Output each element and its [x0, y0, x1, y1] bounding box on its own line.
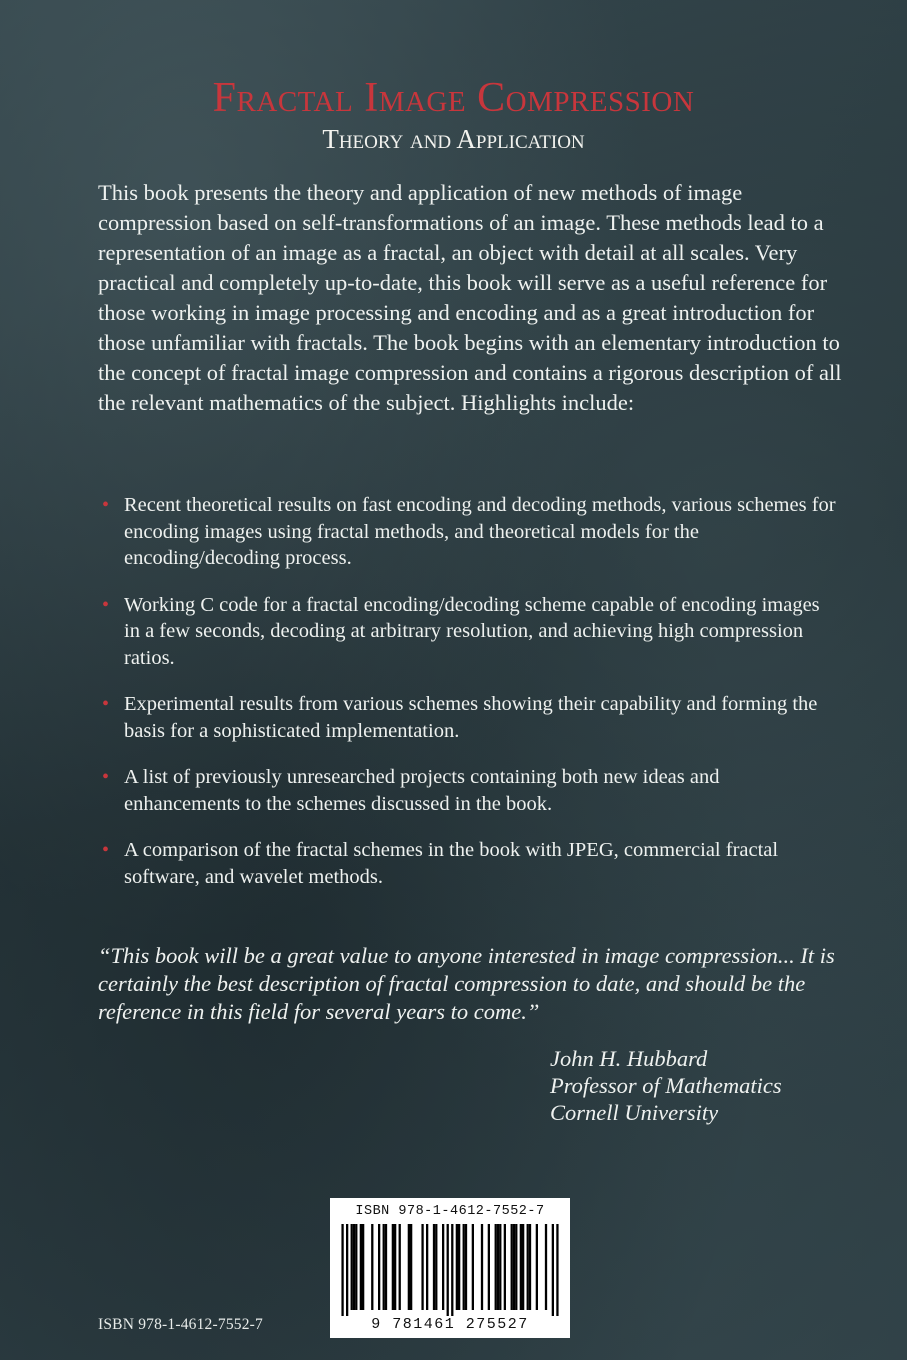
barcode-bar — [495, 1224, 497, 1310]
barcode-bar — [408, 1224, 410, 1310]
barcode-digits: 9 781461 275527 — [371, 1316, 529, 1333]
highlight-text: Experimental results from various schemes showing their capability and forming the basis for a sophisticated implementation. — [124, 693, 818, 742]
highlight-item — [100, 837, 840, 890]
attribution-role: Professor of Mathematics — [550, 1073, 782, 1098]
bullet-icon: • — [102, 839, 110, 861]
barcode-bar — [499, 1224, 501, 1310]
barcode-bar — [472, 1224, 474, 1310]
review-quote: “This book will be a great value to anyone interested in image compression... It is certainly the best description of fractal compression to date, and should be the reference in this field for several years to come.” — [98, 943, 835, 1024]
bullet-icon: • — [102, 593, 110, 616]
barcode-bar — [497, 1224, 499, 1310]
barcode-bar — [488, 1224, 490, 1310]
highlight-item — [100, 691, 840, 744]
barcode-bar — [360, 1224, 362, 1310]
bullet-icon: • — [102, 494, 110, 516]
barcode-bar — [515, 1224, 517, 1310]
barcode-bar — [346, 1224, 348, 1316]
highlight-text: Recent theoretical results on fast encoding and decoding methods, various schemes for encoding images using fractal methods, and theoretical models for the encoding/decoding process. — [124, 494, 836, 569]
barcode-bar — [351, 1224, 353, 1310]
barcode-bar — [481, 1224, 483, 1310]
barcode-bar — [465, 1224, 467, 1310]
barcode-bar — [545, 1224, 547, 1310]
book-subtitle: Theory and Application — [322, 124, 585, 154]
barcode-bar — [355, 1224, 357, 1310]
barcode-bar — [371, 1224, 373, 1310]
barcode-bar — [527, 1224, 529, 1310]
barcode-bar — [556, 1224, 558, 1316]
barcode-bar — [463, 1224, 465, 1310]
attribution-affiliation: Cornell University — [550, 1100, 719, 1125]
barcode-bar — [353, 1224, 355, 1310]
barcode-bar — [383, 1224, 385, 1310]
barcode-bar — [341, 1224, 343, 1316]
barcode-bar — [447, 1224, 449, 1316]
bullet-icon: • — [102, 766, 110, 788]
barcode-bar — [456, 1224, 458, 1310]
barcode-bar — [399, 1224, 401, 1310]
attribution-name: John H. Hubbard — [550, 1046, 708, 1071]
book-description: This book presents the theory and application of new methods of image compression based on self-transformations of an image. These methods lead to a representation of an image as a fractal, an object with detail at all scales. Very practical and completely up-to-date, this book will serve as a useful reference for those working in image processing and encoding and as a great introduction for those unfamiliar with fractals. The book begins with an elementary introduction to the concept of fractal image compression and contains a rigorous description of all the relevant mathematics of the subject. Highlights include: — [98, 180, 842, 415]
barcode-bar — [458, 1224, 460, 1310]
barcode-bar — [378, 1224, 380, 1310]
barcode-bar — [394, 1224, 396, 1310]
barcode-bar — [362, 1224, 364, 1310]
barcode-bar — [552, 1224, 554, 1316]
barcode-bar — [433, 1224, 435, 1310]
isbn-text: ISBN 978-1-4612-7552-7 — [98, 1316, 263, 1333]
quote-attribution — [550, 1045, 782, 1126]
barcode-bar — [522, 1224, 524, 1310]
book-title: Fractal Image Compression — [212, 75, 695, 121]
barcode-bar — [426, 1224, 428, 1310]
barcode-bar — [504, 1224, 506, 1310]
barcode-bar — [529, 1224, 531, 1310]
barcode-bar — [520, 1224, 522, 1310]
highlights-list — [100, 492, 840, 910]
barcode-bar — [421, 1224, 423, 1310]
highlight-text: A comparison of the fractal schemes in the book with JPEG, commercial fractal software, and wavelet methods. — [124, 839, 779, 888]
bullet-icon: • — [102, 693, 110, 715]
highlight-item — [100, 592, 840, 672]
barcode — [330, 1198, 570, 1338]
barcode-bars — [338, 1224, 562, 1316]
barcode-bar — [442, 1224, 444, 1310]
barcode-bar — [513, 1224, 515, 1310]
highlight-item — [100, 492, 840, 572]
barcode-bar — [536, 1224, 538, 1310]
barcode-bar — [451, 1224, 453, 1316]
barcode-bar — [410, 1224, 412, 1310]
highlight-item — [100, 764, 840, 817]
barcode-bar — [385, 1224, 387, 1310]
highlight-text: A list of previously unresearched projects containing both new ideas and enhancements to the schemes discussed in the book. — [124, 766, 720, 815]
barcode-bar — [392, 1224, 394, 1310]
barcode-bar — [511, 1224, 513, 1310]
barcode-isbn-label: ISBN 978-1-4612-7552-7 — [355, 1204, 545, 1219]
barcode-bar — [435, 1224, 437, 1310]
highlight-text: Working C code for a fractal encoding/decoding scheme capable of encoding images in a few seconds, decoding at arbitrary resolution, and achieving high compression ratios. — [124, 593, 820, 669]
